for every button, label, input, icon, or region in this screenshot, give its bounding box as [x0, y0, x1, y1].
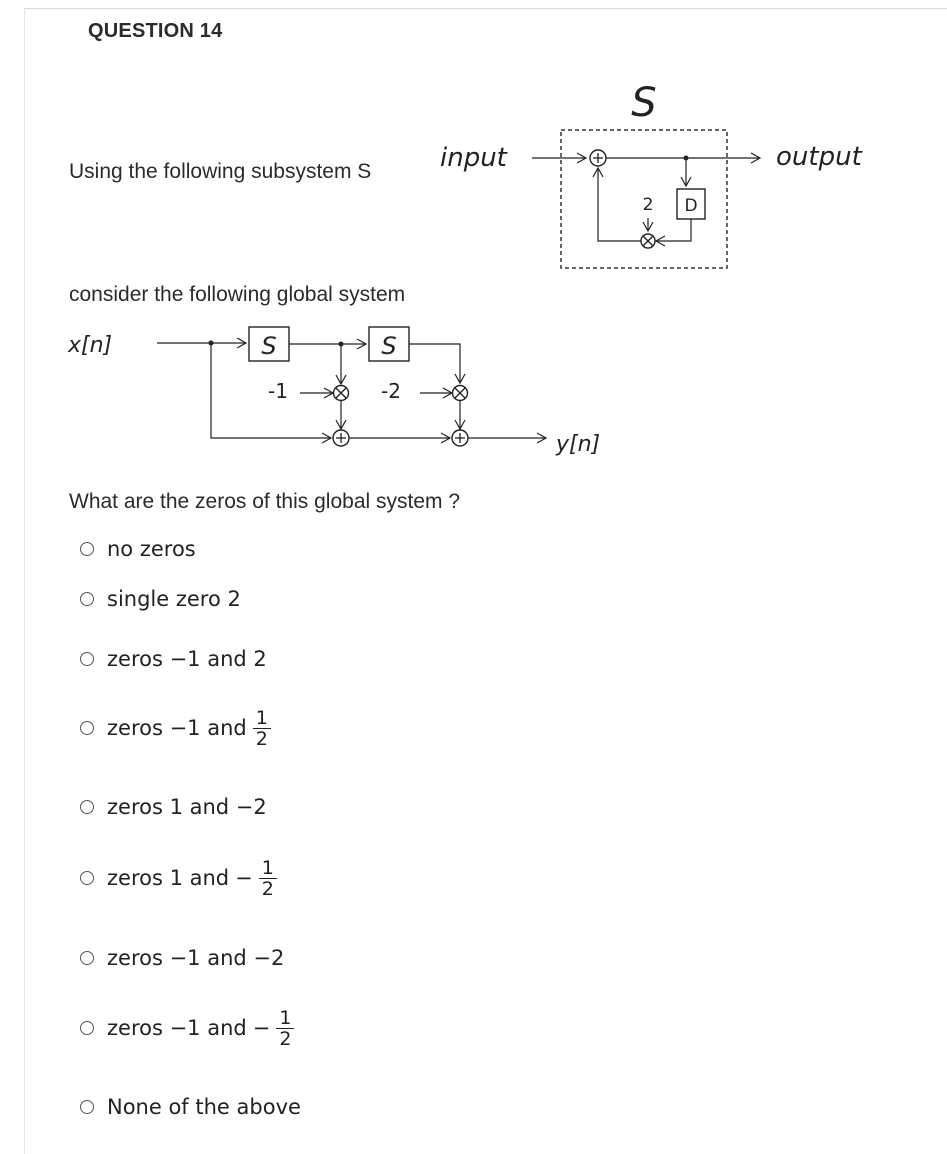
- delay-label: D: [684, 196, 698, 216]
- global-output-label: y[n]: [556, 432, 601, 457]
- fraction: [253, 708, 271, 749]
- option-label: no zeros: [107, 537, 196, 561]
- option-label: zeros 1 and: [107, 866, 230, 890]
- option-no-zeros[interactable]: [80, 534, 196, 564]
- global-multiplier-2: [453, 386, 468, 401]
- subsystem-name: S: [631, 80, 657, 126]
- question-prompt: What are the zeros of this global system ?: [69, 490, 461, 513]
- option-label: zeros 1 and −2: [107, 795, 267, 819]
- radio-button[interactable]: [80, 800, 94, 814]
- minus-sign: −: [252, 1016, 271, 1040]
- fraction-denominator: 2: [279, 1027, 292, 1050]
- question-title: QUESTION 14: [88, 20, 223, 42]
- global-diagram: [0, 300, 947, 490]
- radio-button[interactable]: [80, 592, 94, 606]
- fraction: [276, 1008, 294, 1049]
- option-single-zero-2[interactable]: [80, 584, 241, 614]
- subsystem-intro: Using the following subsystem S: [69, 160, 372, 183]
- subsystem-output-label: output: [776, 142, 862, 172]
- minus-sign: −: [235, 866, 253, 890]
- option-zeros-1-and-neg-half[interactable]: [80, 850, 277, 906]
- gain1-label: -1: [268, 379, 288, 403]
- radio-button[interactable]: [80, 652, 94, 666]
- global-block-s2-label: S: [381, 332, 397, 360]
- subsystem-input-label: input: [440, 143, 507, 173]
- radio-button[interactable]: [80, 1100, 94, 1114]
- global-block-s1-label: S: [261, 332, 277, 360]
- option-zeros-neg1-and-half[interactable]: [80, 700, 271, 756]
- fraction: [259, 858, 277, 899]
- option-zeros-neg1-and-2[interactable]: [80, 644, 267, 674]
- radio-button[interactable]: [80, 542, 94, 556]
- gain2-label: -2: [381, 379, 401, 403]
- option-label: zeros −1 and: [107, 1016, 247, 1040]
- fraction-numerator: 1: [276, 1008, 294, 1029]
- option-zeros-1-and-neg2[interactable]: [80, 792, 267, 822]
- option-zeros-neg1-and-neg-half[interactable]: [80, 1000, 294, 1056]
- multiplier-node: [641, 234, 655, 248]
- option-content: [107, 708, 271, 749]
- option-content: [107, 858, 277, 899]
- fraction-denominator: 2: [255, 727, 268, 750]
- feedback-line: [598, 168, 641, 241]
- global-input-label: x[n]: [68, 333, 113, 358]
- option-label: zeros −1 and −2: [107, 946, 285, 970]
- global-multiplier-1: [334, 386, 349, 401]
- option-label: zeros −1 and: [107, 716, 247, 740]
- global-adder-2: [452, 430, 468, 446]
- option-content: [107, 1008, 294, 1049]
- option-label: None of the above: [107, 1095, 301, 1119]
- fraction-numerator: 1: [253, 708, 271, 729]
- option-label: single zero 2: [107, 587, 241, 611]
- fraction-numerator: 1: [259, 858, 277, 879]
- fraction-denominator: 2: [261, 877, 274, 900]
- global-intro: consider the following global system: [69, 283, 406, 306]
- subsystem-diagram: [0, 0, 947, 300]
- option-none-of-the-above[interactable]: [80, 1092, 301, 1122]
- radio-button[interactable]: [80, 871, 94, 885]
- feedback-gain-label: 2: [642, 195, 654, 215]
- option-label: zeros −1 and 2: [107, 647, 267, 671]
- delay-output-line: [656, 219, 691, 241]
- radio-button[interactable]: [80, 951, 94, 965]
- radio-button[interactable]: [80, 1021, 94, 1035]
- global-adder-1: [333, 430, 349, 446]
- s2-output-line: [409, 344, 460, 383]
- radio-button[interactable]: [80, 721, 94, 735]
- option-zeros-neg1-and-neg2[interactable]: [80, 943, 284, 973]
- adder-node: [590, 150, 606, 166]
